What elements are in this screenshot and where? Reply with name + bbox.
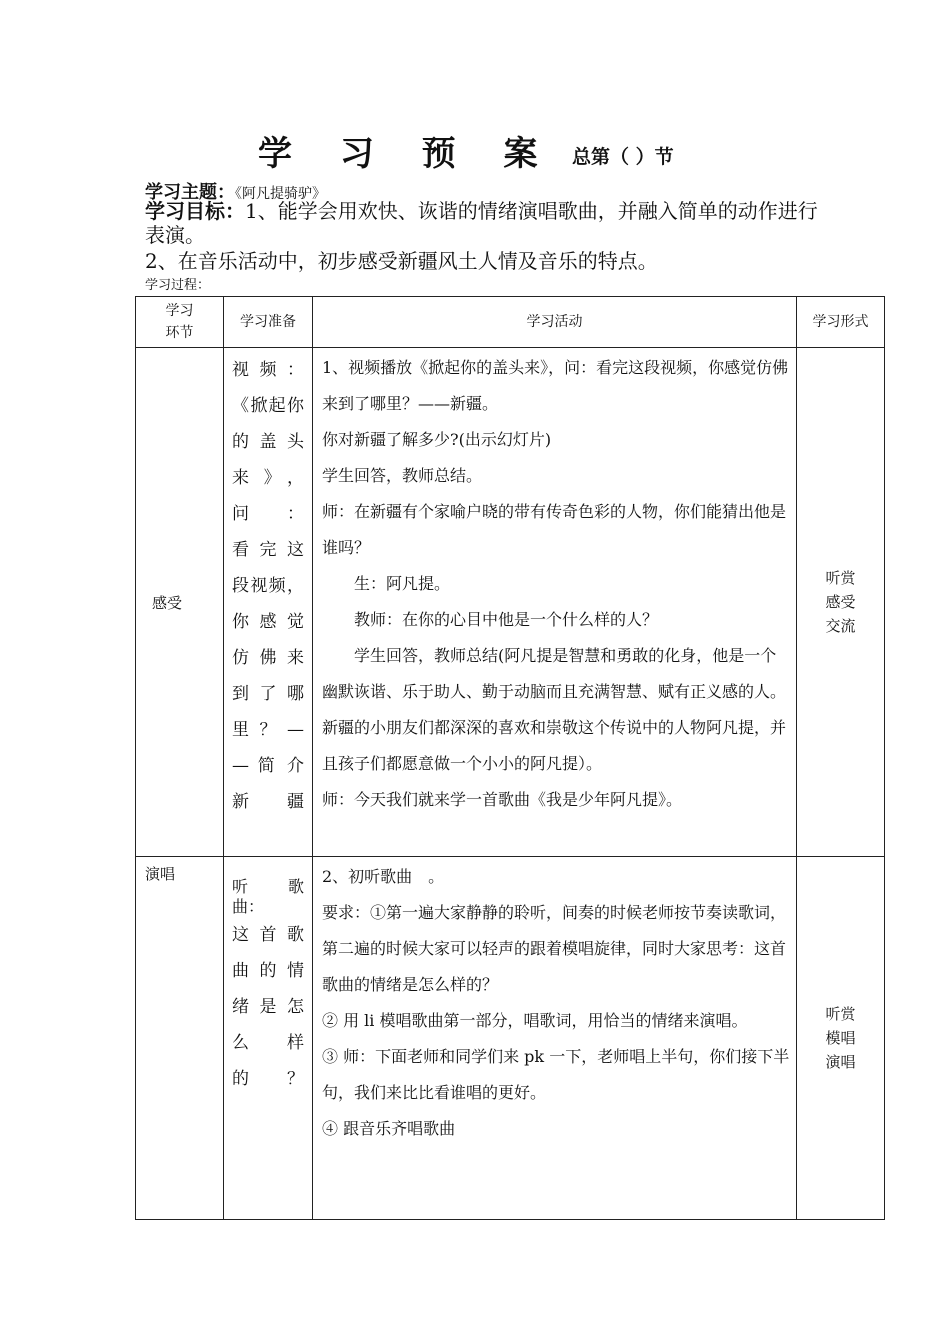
study-goal-line-1: 1、能学会用欢快、诙谐的情绪演唱歌曲，并融入简单的动作进行表演。	[145, 199, 818, 247]
form-line: 演唱	[825, 1053, 856, 1071]
activity-cell	[313, 857, 797, 1220]
lesson-total-number: 总第（ ）节	[572, 146, 674, 168]
study-topic-value: 《阿凡提骑驴》	[235, 186, 326, 202]
form-line: 模唱	[825, 1029, 856, 1047]
prep-line: 的 盖 头	[232, 432, 304, 452]
study-goal	[145, 199, 825, 247]
activity-paragraph: ③ 师：下面老师和同学们来 pk 一下，老师唱上半句，你们接下半句，我们来比比看谁唱的更好。	[322, 1047, 790, 1102]
table-row	[136, 348, 885, 857]
form-line: 听赏	[825, 569, 856, 587]
prep-line: 的？	[232, 1069, 304, 1089]
header-prep: 学习准备	[224, 297, 313, 348]
activity-paragraph: ④ 跟音乐齐唱歌曲	[322, 1119, 456, 1138]
form-cell	[797, 857, 885, 1220]
stage-cell: 感受	[136, 348, 224, 857]
header-activity: 学习活动	[313, 297, 797, 348]
prep-line: 曲 的 情	[232, 961, 304, 981]
prep-line: 么 样	[232, 1033, 304, 1053]
page-title: 学 习 预 案	[258, 134, 556, 174]
activity-paragraph: 要求：①第一遍大家静静的聆听，间奏的时候老师按节奏读歌词，第二遍的时候大家可以轻声的跟着模唱旋律，同时大家思考：这首歌曲的情绪是怎么样的？	[322, 903, 787, 994]
activity-paragraph: 你对新疆了解多少?(出示幻灯片)	[322, 430, 552, 449]
stage-cell: 演唱	[136, 857, 224, 1220]
prep-line: 段视频，	[232, 576, 304, 596]
study-topic-label: 学习主题：	[145, 182, 235, 203]
prep-line: 仿 佛 来	[232, 648, 304, 668]
header-form: 学习形式	[797, 297, 885, 348]
table-row	[136, 857, 885, 1220]
form-cell	[797, 348, 885, 857]
prep-line: 这 首 歌	[232, 925, 304, 945]
prep-line: 视 频 ：	[232, 360, 304, 380]
prep-line: 绪 是 怎	[232, 997, 304, 1017]
activity-paragraph: 2、初听歌曲 。	[322, 867, 445, 886]
activity-cell	[313, 348, 797, 857]
prep-cell	[224, 857, 313, 1220]
prep-line: 看 完 这	[232, 540, 304, 560]
form-line: 交流	[825, 617, 856, 635]
form-line: 听赏	[825, 1005, 856, 1023]
form-line: 感受	[825, 593, 856, 611]
prep-line: 《掀起你	[232, 396, 304, 416]
prep-line: 新疆	[232, 792, 304, 812]
activity-paragraph: 1、视频播放《掀起你的盖头来》，问：看完这段视频，你感觉仿佛来到了哪里？——新疆。	[322, 358, 789, 413]
prep-cell	[224, 348, 313, 857]
activity-paragraph: ② 用 li 模唱歌曲第一部分，唱歌词，用恰当的情绪来演唱。	[322, 1011, 748, 1030]
activity-paragraph: 生：阿凡提。	[354, 574, 451, 593]
study-goal-line-2: 2、在音乐活动中，初步感受新疆风土人情及音乐的特点。	[145, 249, 658, 273]
prep-line: — 简 介	[232, 756, 304, 776]
study-goal-label: 学习目标：	[145, 199, 245, 223]
header-stage: 学习 环节	[136, 297, 224, 348]
prep-line: 你 感 觉	[232, 612, 304, 632]
study-process-label: 学习过程：	[145, 278, 211, 293]
prep-line: 里 ？ —	[232, 720, 304, 740]
prep-line: 到 了 哪	[232, 684, 304, 704]
table-header-row	[136, 297, 885, 348]
activity-paragraph: 学生回答，教师总结(阿凡提是智慧和勇敢的化身，他是一个幽默诙谐、乐于助人、勤于动脑而且充满智慧、赋有正义感的人。新疆的小朋友们都深深的喜欢和崇敬这个传说中的人物阿凡提，并且孩子们都愿意做一个小小的阿凡提）。	[322, 646, 787, 773]
activity-paragraph: 学生回答，教师总结。	[322, 466, 483, 485]
activity-paragraph: 教师：在你的心目中他是一个什么样的人？	[354, 610, 659, 629]
prep-line: 听 歌	[232, 877, 304, 896]
activity-paragraph: 师：今天我们就来学一首歌曲《我是少年阿凡提》。	[322, 790, 683, 809]
prep-line: 来》，问：	[232, 468, 304, 524]
activity-paragraph: 师：在新疆有个家喻户晓的带有传奇色彩的人物，你们能猜出他是谁吗？	[322, 502, 787, 557]
prep-line: 曲：	[232, 897, 265, 916]
lesson-plan-table	[135, 296, 885, 1220]
